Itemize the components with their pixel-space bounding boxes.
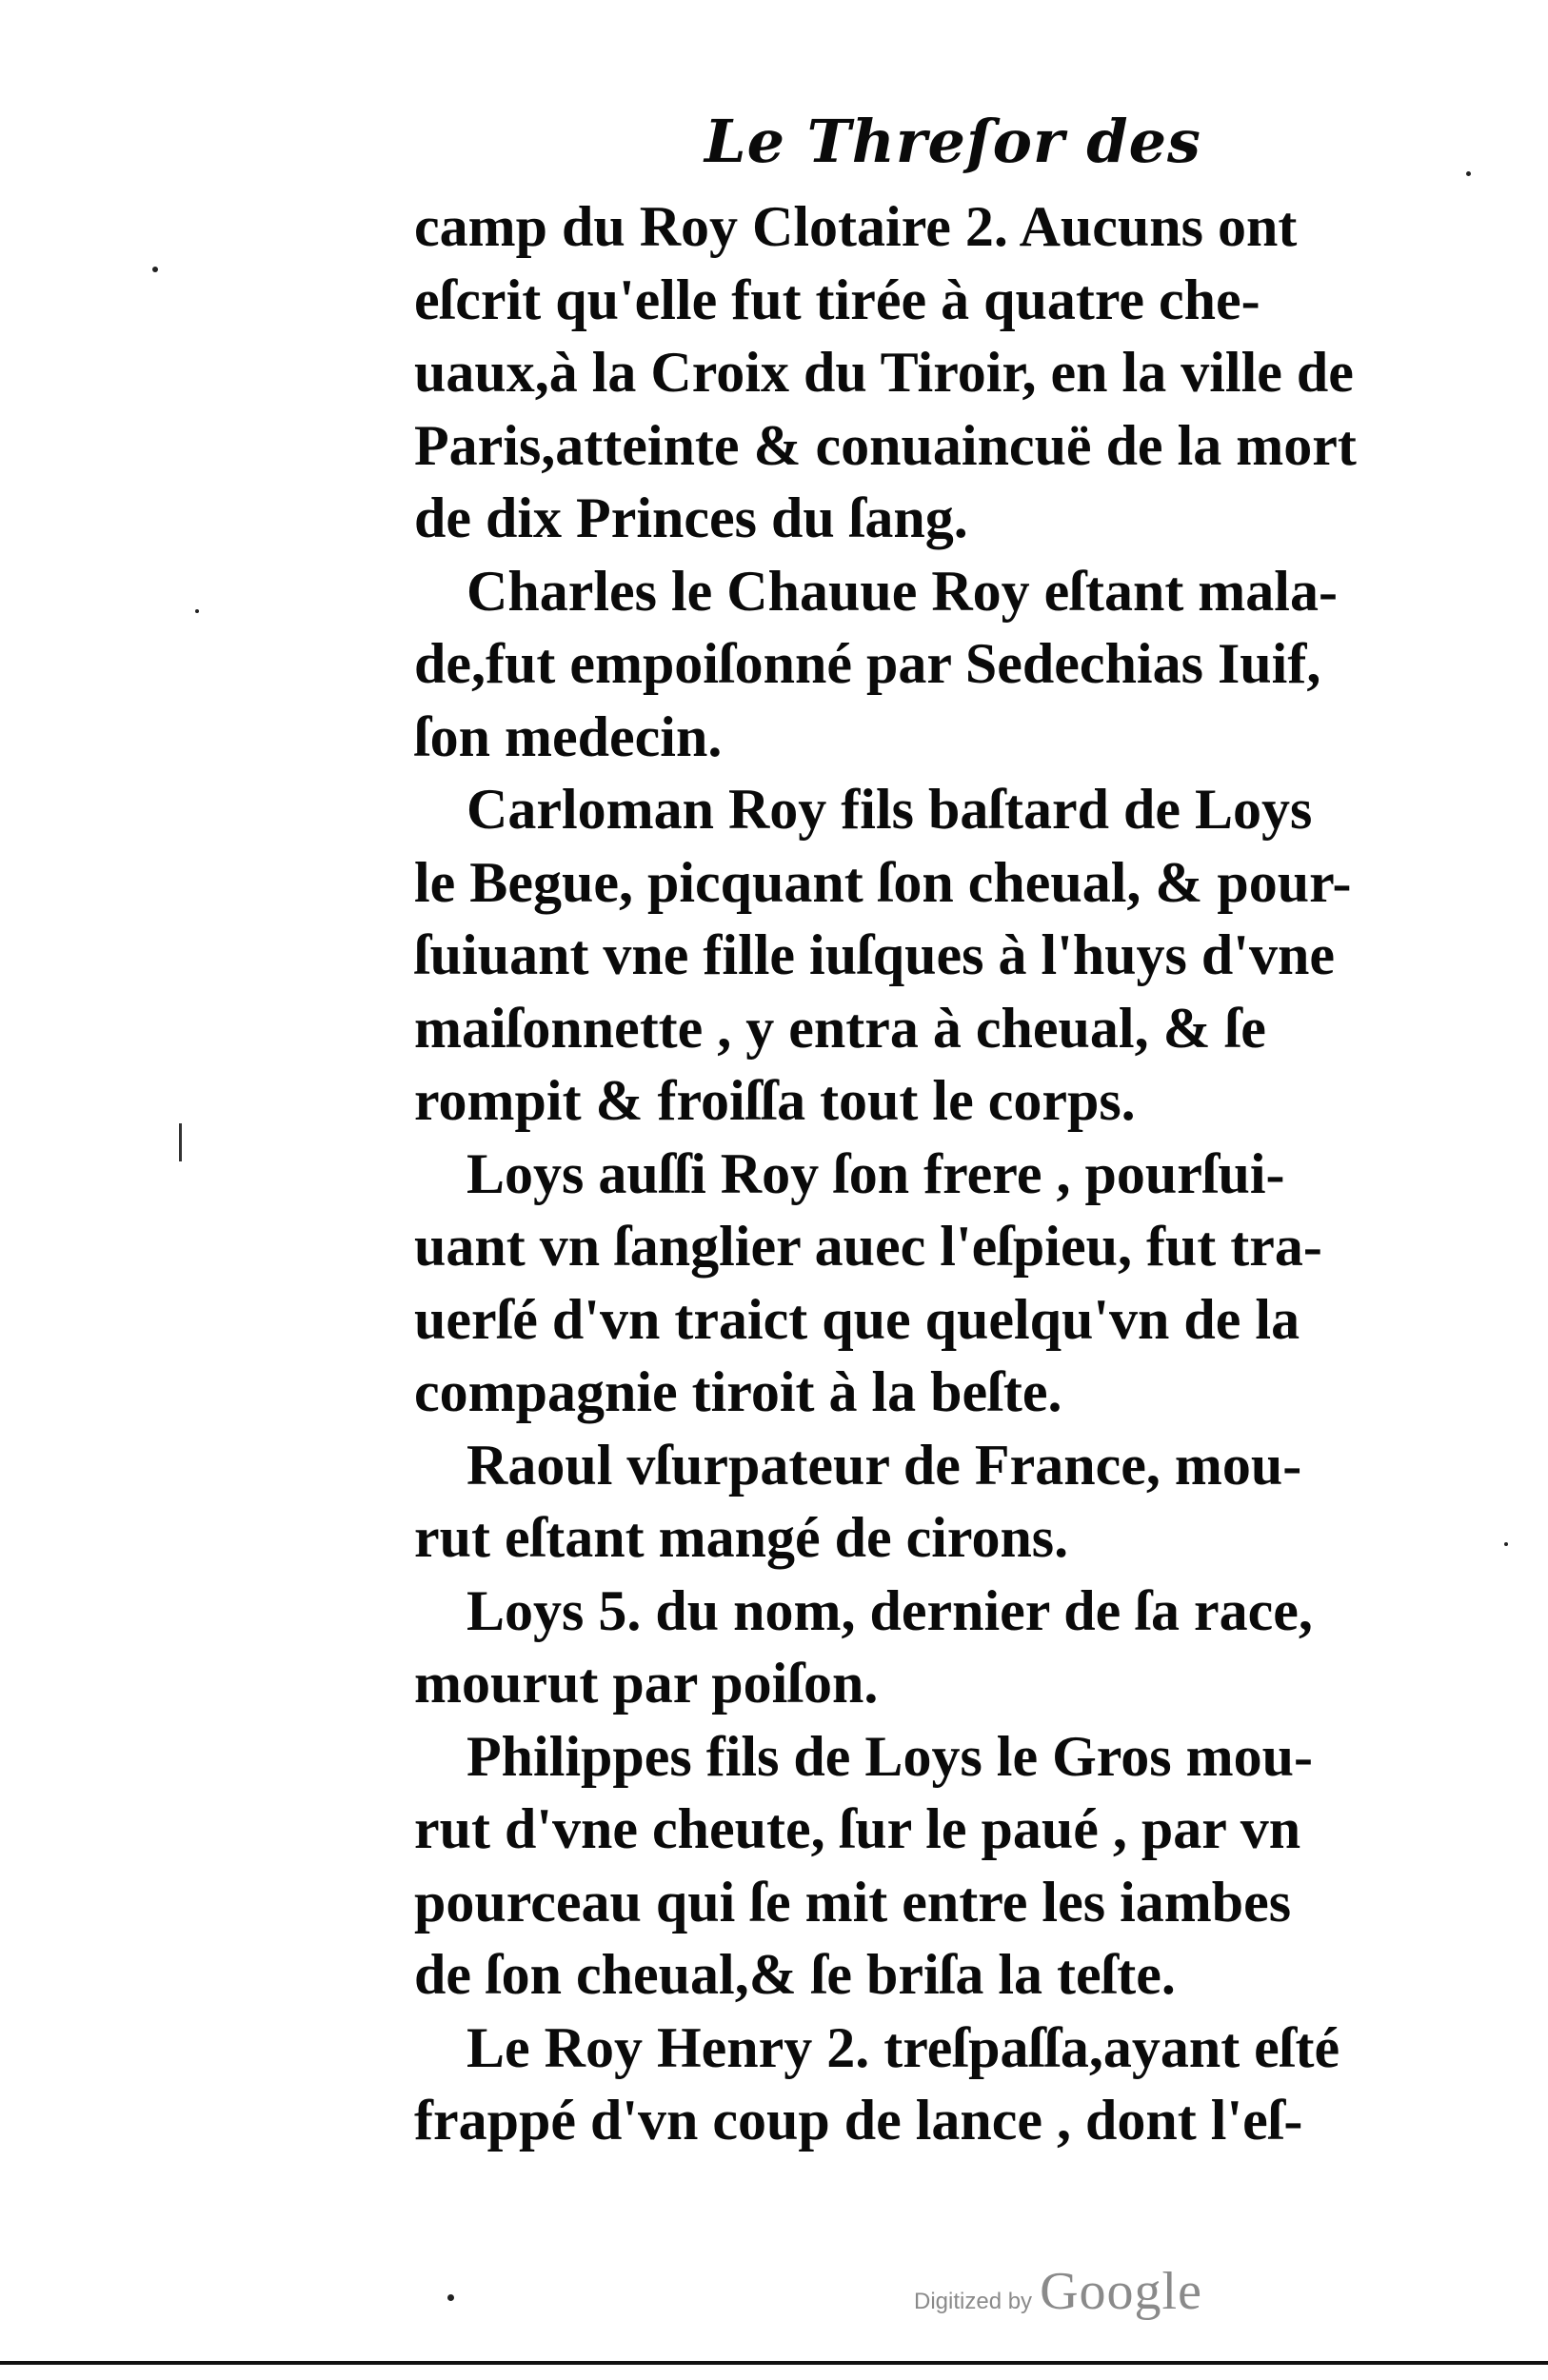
scan-speck [447,2294,454,2301]
text-line: le Begue, picquant ſon cheual, & pour- [414,850,1352,914]
text-line: de ſon cheual,& ſe briſa la teſte. [414,1943,1176,2006]
text-line: uaux,à la Croix du Tiroir, en la ville de [414,341,1354,404]
scan-speck [1504,1542,1508,1546]
text-line: Loys 5. du nom, dernier de ſa race, [466,1578,1313,1642]
scan-speck [152,267,158,272]
gutter-mark [179,1123,182,1161]
text-line: rut d'vne cheute, ſur le paué , par vn [414,1797,1301,1860]
text-line: rompit & froiſſa tout le corps. [414,1069,1136,1132]
page-edge-rule [0,2361,1548,2365]
digitized-watermark [914,2261,1202,2322]
watermark-prefix: Digitized by [914,2289,1033,2314]
text-line: pourceau qui ſe mit entre les iambes [414,1870,1292,1934]
text-line: eſcrit qu'elle fut tirée à quatre che- [414,268,1260,331]
text-line: de dix Princes du ſang. [414,486,968,549]
text-line: maiſonnette , y entra à cheual, & ſe [414,996,1266,1060]
text-line: Raoul vſurpateur de France, mou- [466,1433,1302,1497]
body-text [414,190,1404,2157]
text-line: Le Roy Henry 2. treſpaſſa,ayant eſté [466,2015,1340,2079]
text-line: Loys auſſi Roy ſon frere , pourſui- [466,1141,1285,1205]
text-line: Charles le Chauue Roy eſtant mala- [466,559,1338,623]
running-head: Le Threſor des [705,107,1201,176]
text-line: uerſé d'vn traict que quelqu'vn de la [414,1287,1300,1351]
google-logo: Google [1040,2262,1202,2321]
text-line: Carloman Roy fils baſtard de Loys [466,778,1313,841]
text-line: Philippes fils de Loys le Gros mou- [466,1724,1313,1788]
text-line: uant vn ſanglier auec l'eſpieu, fut tra- [414,1215,1322,1278]
text-line: Paris,atteinte & conuaincuë de la mort [414,413,1357,477]
text-line: compagnie tiroit à la beſte. [414,1360,1062,1423]
text-line: ſon medecin. [414,704,723,768]
scan-speck [195,609,199,613]
text-line: rut eſtant mangé de cirons. [414,1506,1069,1569]
text-line: mourut par poiſon. [414,1652,879,1715]
text-line: ſuiuant vne fille iuſques à l'huys d'vne [414,923,1335,986]
text-line: frappé d'vn coup de lance , dont l'eſ- [414,2089,1303,2152]
text-line: de,fut empoiſonné par Sedechias Iuif, [414,632,1321,695]
text-line: camp du Roy Clotaire 2. Aucuns ont [414,195,1298,258]
scan-speck [1466,171,1471,176]
